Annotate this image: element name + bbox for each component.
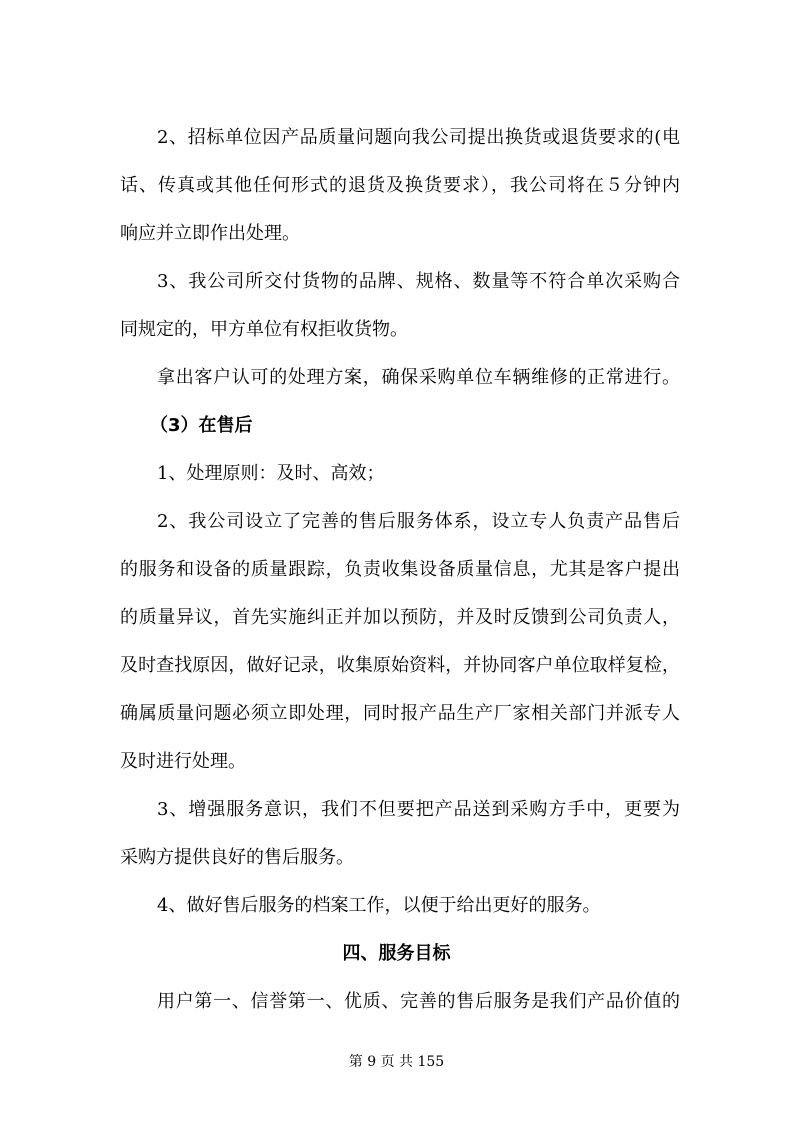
paragraph-line: 及时查找原因，做好记录，收集原始资料，并协同客户单位取样复检， bbox=[120, 655, 680, 676]
paragraph-line: 采购方提供良好的售后服务。 bbox=[120, 847, 354, 868]
page-footer: 第 9 页 共 155 bbox=[348, 1054, 445, 1070]
paragraph-line: 1、处理原则：及时、高效； bbox=[157, 463, 385, 484]
section-title: 四、服务目标 bbox=[342, 943, 451, 964]
paragraph-line: 响应并立即作出处理。 bbox=[120, 223, 300, 244]
paragraph-line: 的服务和设备的质量跟踪，负责收集设备质量信息，尤其是客户提出 bbox=[120, 559, 680, 580]
paragraph-line: 3、增强服务意识，我们不但要把产品送到采购方手中，更要为 bbox=[157, 799, 680, 820]
paragraph-line: 用户第一、信誉第一、优质、完善的售后服务是我们产品价值的 bbox=[157, 991, 680, 1012]
paragraph-line: 确属质量问题必须立即处理，同时报产品生产厂家相关部门并派专人 bbox=[120, 703, 680, 724]
paragraph-line: 4、做好售后服务的档案工作，以便于给出更好的服务。 bbox=[157, 895, 601, 916]
paragraph-line: 2、招标单位因产品质量问题向我公司提出换货或退货要求的(电 bbox=[157, 127, 680, 148]
paragraph-line: 拿出客户认可的处理方案，确保采购单位车辆维修的正常进行。 bbox=[157, 367, 680, 388]
paragraph-line: 同规定的，甲方单位有权拒收货物。 bbox=[120, 319, 408, 340]
paragraph-line: 话、传真或其他任何形式的退货及换货要求），我公司将在５分钟内 bbox=[120, 175, 680, 196]
paragraph-line: 的质量异议，首先实施纠正并加以预防，并及时反馈到公司负责人， bbox=[120, 607, 680, 628]
paragraph-line: 2、我公司设立了完善的售后服务体系，设立专人负责产品售后 bbox=[157, 511, 680, 532]
paragraph-line: 及时进行处理。 bbox=[120, 751, 246, 772]
paragraph-line: 3、我公司所交付货物的品牌、规格、数量等不符合单次采购合 bbox=[157, 271, 680, 292]
subsection-heading: （3）在售后 bbox=[150, 415, 253, 436]
